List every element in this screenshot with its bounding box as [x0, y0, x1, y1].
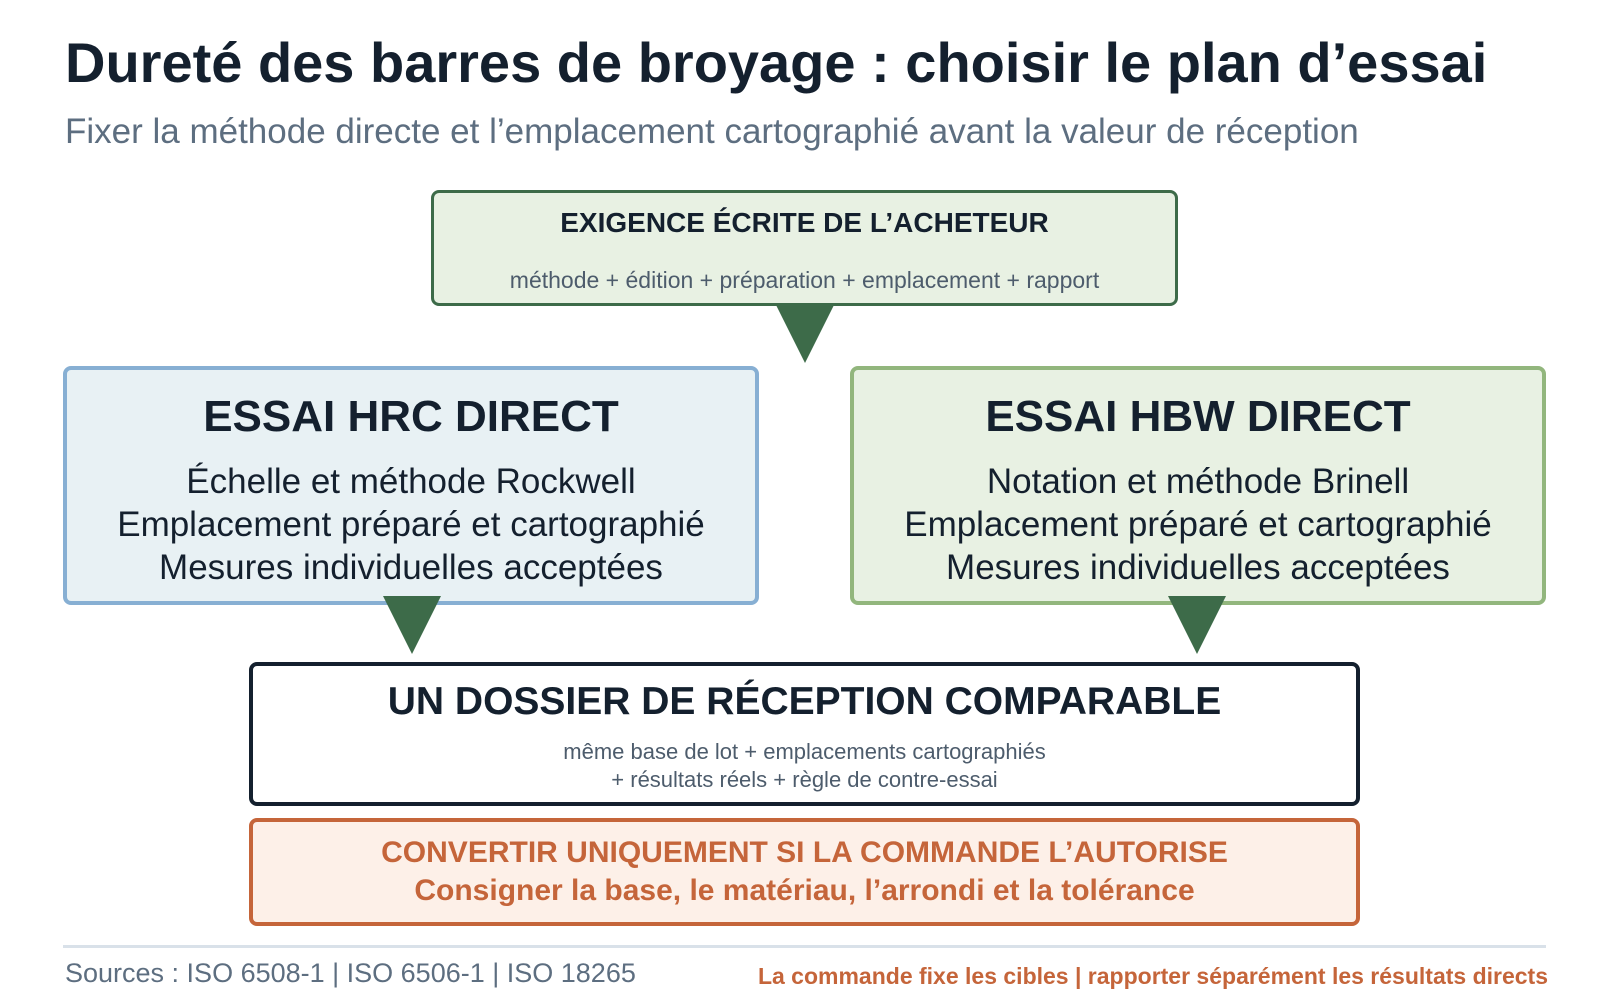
page-subtitle: Fixer la méthode directe et l’emplacement cartographié avant la valeur de réception [65, 112, 1359, 151]
arrow-down-icon [383, 596, 441, 654]
hrc-line-measurements: Mesures individuelles acceptées [159, 548, 663, 587]
arrow-down-icon [1168, 596, 1226, 654]
acceptance-file-details [253, 738, 1356, 794]
acceptance-file-title: UN DOSSIER DE RÉCEPTION COMPARABLE [387, 680, 1222, 723]
buyer-requirement-title: EXIGENCE ÉCRITE DE L’ACHETEUR [560, 207, 1049, 238]
page-title: Dureté des barres de broyage : choisir le plan d’essai [65, 31, 1488, 94]
acceptance-file-line-1: même base de lot + emplacements cartographiés [563, 739, 1046, 764]
sources-text: Sources : ISO 6508-1 | ISO 6506-1 | ISO 18265 [65, 958, 636, 988]
acceptance-file-box [249, 662, 1360, 806]
buyer-requirement-details: méthode + édition + préparation + emplacement + rapport [509, 267, 1100, 293]
hbw-line-measurements: Mesures individuelles acceptées [946, 548, 1450, 587]
conversion-warning-details: Consigner la base, le matériau, l’arrondi et la tolérance [414, 874, 1195, 907]
hrc-line-location: Emplacement préparé et cartographié [117, 505, 705, 544]
acceptance-file-line-2: + résultats réels + règle de contre-essai [611, 767, 998, 792]
conversion-warning-box [249, 818, 1360, 926]
footer-divider [63, 945, 1546, 948]
hbw-test-box [850, 366, 1546, 605]
hrc-test-lines [67, 460, 755, 589]
hbw-test-lines [854, 460, 1542, 589]
hrc-test-title: ESSAI HRC DIRECT [203, 392, 619, 441]
buyer-requirement-box [431, 190, 1178, 306]
hbw-line-notation: Notation et méthode Brinell [986, 462, 1410, 501]
conversion-warning-title: CONVERTIR UNIQUEMENT SI LA COMMANDE L’AUTORISE [381, 836, 1228, 869]
arrow-down-icon [776, 305, 834, 363]
hbw-line-location: Emplacement préparé et cartographié [904, 505, 1492, 544]
hrc-test-box [63, 366, 759, 605]
hbw-test-title: ESSAI HBW DIRECT [985, 392, 1411, 441]
hrc-line-scale: Échelle et méthode Rockwell [186, 462, 636, 501]
footer-note: La commande fixe les cibles | rapporter séparément les résultats directs [757, 963, 1548, 989]
